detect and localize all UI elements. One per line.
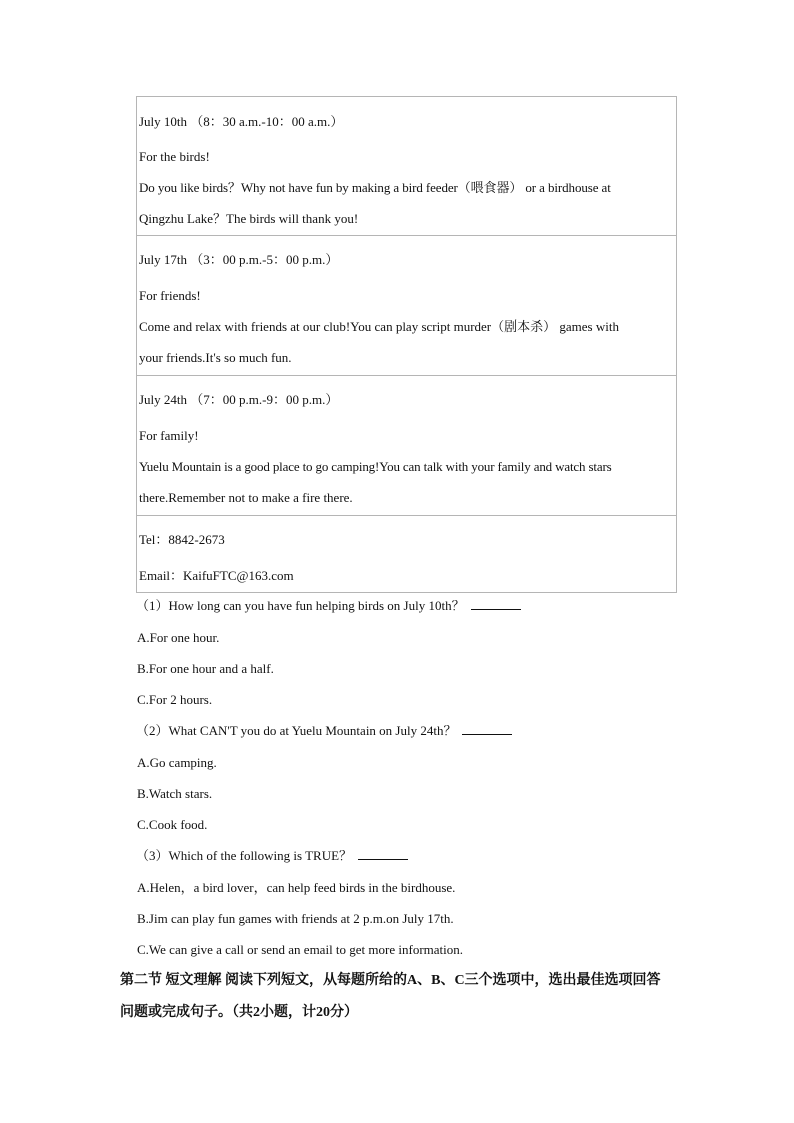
notice-contact-block xyxy=(137,516,676,592)
question-stem xyxy=(136,598,521,614)
option-c: C.We can give a call or send an email to get more information. xyxy=(137,942,464,957)
answer-blank xyxy=(358,848,408,860)
question-stem-text: （1）How long can you have fun helping birds on July 10th？ xyxy=(136,598,465,613)
section-heading-line: 第二节 短文理解 阅读下列短文，从每题所给的A、B、C三个选项中，选出最佳选项回答 xyxy=(120,973,661,988)
block-subtitle: For family! xyxy=(139,428,199,443)
notice-block-july-17 xyxy=(137,236,676,376)
section-heading-line: 问题或完成句子。（共2小题，计20分） xyxy=(120,1005,358,1020)
block-header: July 24th （7：00 p.m.-9：00 p.m.） xyxy=(139,392,339,407)
option-a: A.Helen，a bird lover，can help feed birds in the birdhouse. xyxy=(137,880,456,895)
block-subtitle: For the birds! xyxy=(139,149,210,164)
option-c: C.Cook food. xyxy=(137,817,208,832)
option-a: A.For one hour. xyxy=(137,630,220,645)
block-body-line: Yuelu Mountain is a good place to go camping!You can talk with your family and watch stars xyxy=(139,459,612,474)
option-b: B.For one hour and a half. xyxy=(137,661,274,676)
block-header: July 17th （3：00 p.m.-5：00 p.m.） xyxy=(139,252,339,267)
answer-blank xyxy=(462,723,512,735)
block-body-line: Do you like birds？Why not have fun by making a bird feeder（喂食器） or a birdhouse at xyxy=(139,180,611,195)
notice-block-july-24 xyxy=(137,376,676,516)
option-c: C.For 2 hours. xyxy=(137,692,213,707)
question-stem-text: （2）What CAN'T you do at Yuelu Mountain on July 24th？ xyxy=(136,723,457,738)
block-header: July 10th （8：30 a.m.-10：00 a.m.） xyxy=(139,114,344,129)
question-stem xyxy=(136,848,408,864)
answer-blank xyxy=(471,598,521,610)
block-body-line: Come and relax with friends at our club!You can play script murder（剧本杀） games with xyxy=(139,319,619,334)
question-stem xyxy=(136,723,512,739)
block-body-line: Qingzhu Lake？The birds will thank you! xyxy=(139,211,359,226)
question-stem-text: （3）Which of the following is TRUE？ xyxy=(136,848,353,863)
block-body-line: there.Remember not to make a fire there. xyxy=(139,490,353,505)
option-a: A.Go camping. xyxy=(137,755,217,770)
notice-block-july-10 xyxy=(137,97,676,236)
activity-notice-table xyxy=(136,96,677,593)
option-b: B.Watch stars. xyxy=(137,786,213,801)
block-body-line: your friends.It's so much fun. xyxy=(139,350,292,365)
contact-tel: Tel：8842-2673 xyxy=(139,532,225,547)
contact-email: Email：KaifuFTC@163.com xyxy=(139,568,294,583)
block-subtitle: For friends! xyxy=(139,288,201,303)
option-b: B.Jim can play fun games with friends at 2 p.m.on July 17th. xyxy=(137,911,454,926)
